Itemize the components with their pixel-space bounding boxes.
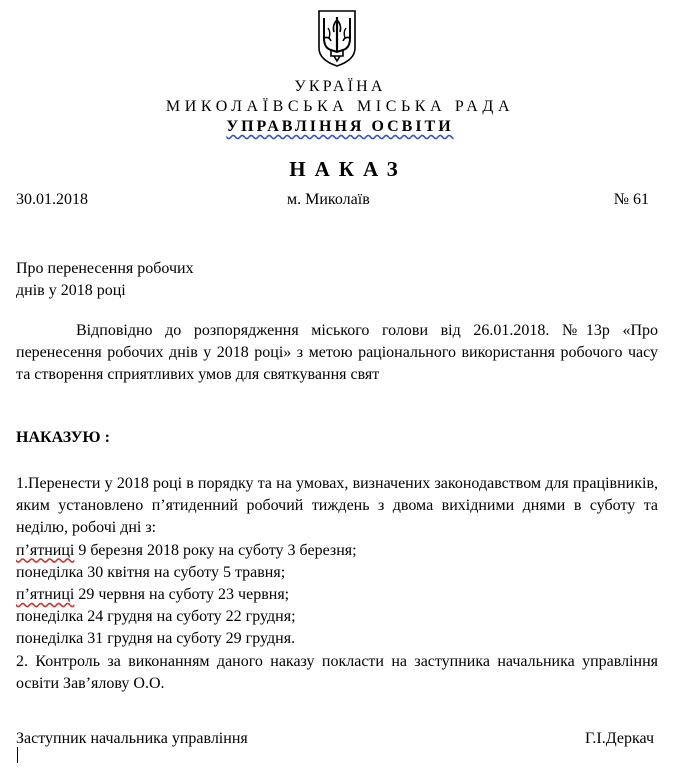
order-city: м. Миколаїв: [287, 191, 370, 208]
text-cursor[interactable]: [17, 747, 18, 763]
transfer-rest: понеділка 31 грудня на суботу 29 грудня.: [16, 630, 296, 648]
transfer-line: [16, 562, 658, 584]
transfer-rest: понеділка 30 квітня на суботу 5 травня;: [16, 563, 286, 581]
subject-line-2: днів у 2018 році: [16, 282, 126, 299]
signatory-name: Г.І.Деркач: [584, 730, 654, 747]
subject-line-1: Про перенесення робочих: [16, 260, 194, 277]
transfer-line: [16, 628, 658, 650]
order-heading: НАКАЗУЮ :: [16, 429, 110, 446]
order-number: № 61: [613, 191, 649, 208]
transfer-line: [16, 540, 658, 562]
order-items: [16, 473, 658, 695]
trident-coat-of-arms-icon: [315, 8, 359, 68]
transfer-prefix: п’ятниці: [16, 586, 75, 604]
transfer-prefix: п’ятниці: [16, 541, 75, 559]
transfer-rest: понеділка 24 грудня на суботу 22 грудня;: [16, 608, 296, 626]
council-name: МИКОЛАЇВСЬКА МІСЬКА РАДА: [165, 98, 515, 115]
department-name: [0, 118, 680, 136]
item-2: 2. Контроль за виконанням даного наказу покласти на заступника начальника управління освіти Зав’ялову О.О.: [16, 652, 658, 692]
department-name-text: УПРАВЛІННЯ ОСВІТИ: [226, 118, 454, 135]
country-name: УКРАЇНА: [294, 78, 386, 95]
transfer-rest: 29 червня на суботу 23 червня;: [74, 586, 290, 604]
signatory-title: Заступник начальника управління: [16, 730, 248, 747]
document-type-title: НАКАЗ: [289, 157, 407, 181]
transfer-line: [16, 584, 658, 606]
transfer-rest: 9 березня 2018 року на суботу 3 березня;: [74, 541, 357, 559]
transfer-line: [16, 606, 658, 628]
order-subject: [16, 258, 194, 302]
item-1-intro: 1.Перенести у 2018 році в порядку та на умовах, визначених законодавством для працівників, яким установлено п’ятиденний робочий тиждень з двома вихідними днями в суботу та неділю, робочі дні з:: [16, 475, 658, 537]
order-date: 30.01.2018: [16, 191, 88, 208]
preamble-paragraph: Відповідно до розпорядження міського голови від 26.01.2018. №13р «Про перенесення робочих днів у 2018 році» з метою раціонального використання робочого часу та створення сприятливих умов для святкування свят: [16, 322, 658, 383]
